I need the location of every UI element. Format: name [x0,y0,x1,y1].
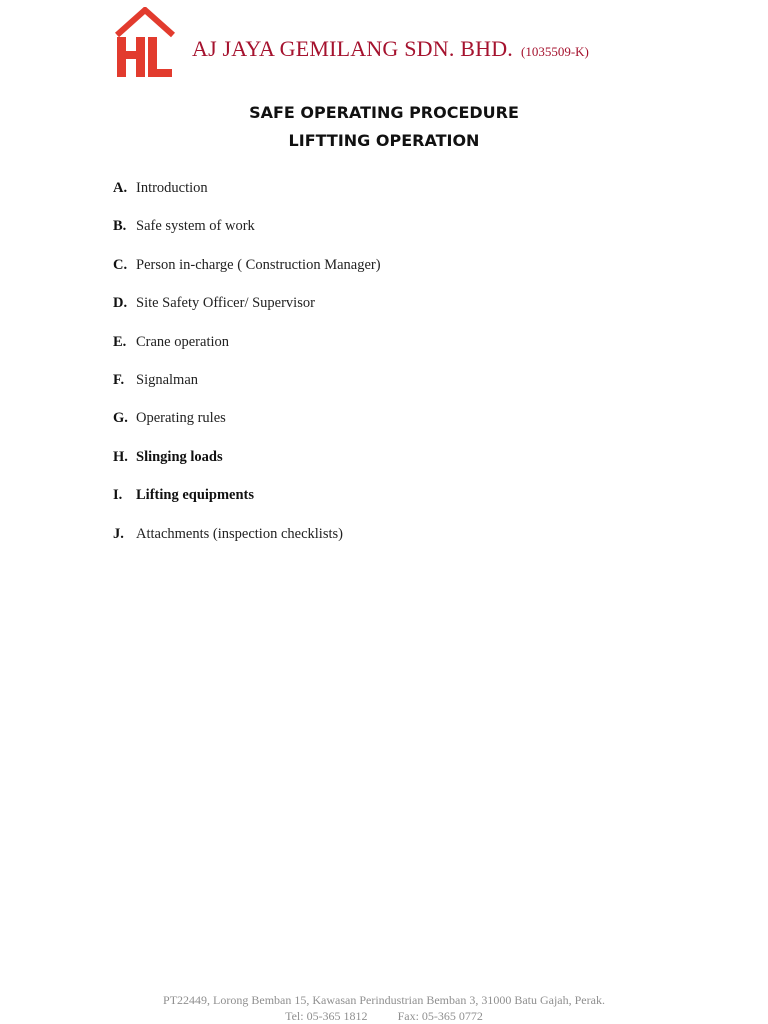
title-line-2: LIFTTING OPERATION [288,131,480,150]
contents-item [113,292,713,330]
contents-item-letter: H. [113,448,128,465]
contents-item-letter: C. [113,256,128,273]
company-logo [114,7,176,79]
contents-item-text: Crane operation [136,333,230,350]
contents-item [113,484,713,522]
contents-item [113,215,713,253]
contents-item-letter: B. [113,218,127,235]
footer-tel: Tel: 05-365 1812 [285,1009,368,1023]
contents-item-letter: D. [113,295,128,312]
footer-fax: Fax: 05-365 0772 [397,1009,483,1023]
contents-item-letter: J. [113,525,124,542]
contents-item-text: Signalman [136,371,199,388]
contents-item-letter: F. [113,371,125,388]
contents-item [113,523,713,561]
contents-item-letter: E. [113,333,127,350]
contents-item-text: Operating rules [136,410,226,427]
contents-item-letter: I. [113,487,123,504]
contents-item-text: Safe system of work [136,218,255,235]
contents-item [113,177,713,215]
contents-item-text: Person in-charge ( Construction Manager) [136,256,381,273]
contents-item-letter: G. [113,410,128,427]
title-line-1: SAFE OPERATING PROCEDURE [249,103,519,122]
contents-item [113,331,713,369]
company-name: AJ JAYA GEMILANG SDN. BHD. [192,36,513,61]
contents-item [113,446,713,484]
contents-list [113,177,713,561]
contents-item [113,369,713,407]
contents-item [113,407,713,445]
footer-address: PT22449, Lorong Bemban 15, Kawasan Perindustrian Bemban 3, 31000 Batu Gajah, Perak. [163,993,605,1007]
contents-item-text: Site Safety Officer/ Supervisor [136,295,315,312]
contents-item-text: Introduction [136,180,208,196]
contents-item [113,254,713,292]
company-header [192,36,589,62]
contents-item-text: Attachments (inspection checklists) [136,525,343,542]
contents-item-text: Slinging loads [136,448,223,465]
company-registration: (1035509-K) [520,44,589,59]
document-title [0,99,768,155]
footer-contact [0,1008,768,1024]
contents-item-letter: A. [113,180,128,196]
footer [0,992,768,1024]
contents-item-text: Lifting equipments [136,487,255,504]
